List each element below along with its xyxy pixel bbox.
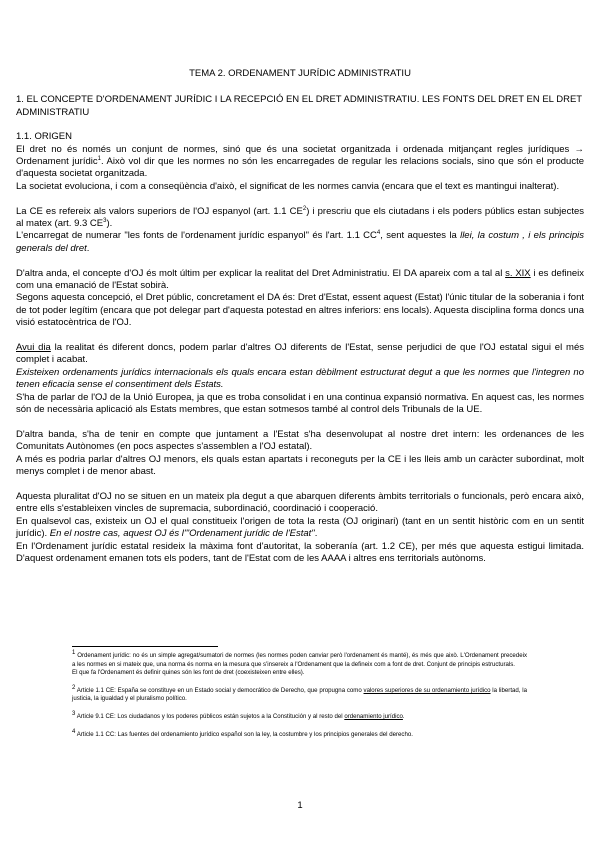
- paragraph-1: El dret no és només un conjunt de normes, sinó que és una societat organitzada i ordenada mitjançant regles jurídiques → Ordenament jurídic$^1$. Això vol dir que les normes no són les encarregades de regular les relacions socials, sino que són el producte d'aquesta societat organitzada.: [16, 143, 584, 180]
- footnote-ref-1[interactable]: 1: [97, 155, 101, 162]
- paragraph-14: En l'Ordenament jurídic estatal resideix la màxima font d'autoritat, la soberanía (art. 1.2 CE), per més que aquesta estigui limitada. D'aquest ordenament emanen tots els poders, tant de l'Estat com de les AAAA i altres ens territorials autònoms.: [16, 540, 584, 564]
- footnote-2: $^2$ Article 1.1 CE: España se constituye en un Estado social y democrático de Derecho, que propugna como valores superiores de su ordenamiento jurídico la libertad, la justicia, la igualdad y el pluralismo político.: [72, 684, 527, 703]
- paragraph-2: La societat evoluciona, i com a conseqüència d'això, el significat de les normes canvia (encara que el text es mantingui inalterat).: [16, 180, 560, 192]
- paragraph-12: Aquesta pluralitat d'OJ no se situen en un mateix pla degut a que abarquen diferents àmbits territorials o funcionals, però encara això, entre ells s'estableixen vincles de supremacia, subordinació, coordinació i cooperació.: [16, 490, 584, 515]
- section-heading: 1. EL CONCEPTE D'ORDENAMENT JURÍDIC I LA RECEPCIÓ EN EL DRET ADMINISTRATIU. LES FONTS DEL DRET EN EL DRET ADMINISTRATIU: [16, 94, 582, 118]
- document-title: TEMA 2. ORDENAMENT JURÍDIC ADMINISTRATIU: [189, 68, 411, 79]
- paragraph-7: Avui dia la realitat és diferent doncs, podem parlar d'altres OJ diferents de l'Estat, sense perjudici de que l'OJ estatal sigui el més complet i acabat.: [16, 342, 584, 366]
- paragraph-9: S'ha de parlar de l'OJ de la Unió Europea, ja que es troba consolidat i en una continua expansió normativa. En aquest cas, les normes són de necessària aplicació als Estats membres, que estan sotmesos també al control dels Tribunals de la UE.: [16, 391, 584, 416]
- footnote-ref-3[interactable]: 3: [103, 217, 107, 224]
- paragraph-13: En qualsevol cas, existeix un OJ el qual constitueix l'origen de tota la resta (OJ originari) (tant en un sentit històric com en un sentit jurídic). En el nostre cas, aquest OJ és l'"Ordenament jurídic de l'Estat".: [16, 515, 584, 540]
- page-number: 1: [297, 800, 303, 811]
- footnote-separator: [72, 646, 218, 647]
- paragraph-11: A més es podria parlar d'altres OJ menors, els quals estan apartats i reconeguts per la CE i les lleis amb un caràcter subordinat, molt menys complet i de menor abast.: [16, 453, 584, 478]
- paragraph-5: D'altra anda, el concepte d'OJ és molt últim per explicar la realitat del Dret Administratiu. El DA apareix com a tal al s. XIX i es defineix com una emanació de l'Estat sobirà.: [16, 267, 585, 292]
- paragraph-8: Existeixen ordenaments jurídics internacionals els quals encara estan dèbilment estructurat degut a que les normes que l'integren no tenen eficacia sense el consentiment dels Estats.: [16, 366, 584, 391]
- footnote-4: $^4$ Article 1.1 CC: Las fuentes del ordenamiento jurídico español son la ley, la costumbre y los principios generales del derecho.: [72, 728, 413, 738]
- document-body: [16, 68, 584, 565]
- paragraph-10: D'altra banda, s'ha de tenir en compte que juntament a l'Estat s'ha desenvolupat al nostre dret intern: les ordenances de les Comunitats Autònomes (en pocs aspectes s'assemblen a l'OJ estatal).: [16, 428, 584, 453]
- footnote-3: $^3$ Article 9.1 CE: Los ciudadanos y los poderes públicos están sujetos a la Constitución y al resto del ordenamiento jurídico.: [72, 710, 405, 720]
- subsection-heading: 1.1. ORIGEN: [16, 131, 72, 143]
- footnotes: [72, 649, 527, 748]
- footnote-ref-4[interactable]: 4: [376, 230, 381, 237]
- paragraph-4: L'encarregat de numerar "les fonts de l'ordenament jurídic espanyol" és l'art. 1.1 $CC^4$, sent aquestes la llei, la costum , i els principis generals del dret.: [16, 230, 584, 254]
- paragraph-3: La CE es refereix als valors superiors de l'OJ espanyol (art. 1.1 $CE^2$) i prescriu que els ciutadans i els poders públics estan subjectes al matex (art. 9.3 $CE^3$).: [16, 205, 584, 230]
- footnote-1: $^1$ Ordenament jurídic: no és un simple agregat/sumatori de normes (les normes poden canviar però l'ordenament és manté), és més que això. L'Ordenament precedeix a les normes en si mateix que, una norma és norma en la mesura que s'insereix a l'Ordenament que la defineix com a font de dret. Conjunt de principis estructurals. El que fa l'Ordenament és definir quines són les font de dret (coexisteixen entre elles).: [72, 649, 527, 677]
- paragraph-6: Segons aquesta concepció, el Dret públic, concretament el DA és: Dret d'Estat, essent aquest (Estat) l'únic titular de la soberania i font de tot poder legítim (encara que pot delegar part d'aquesta potestad en altres inferiors: ens locals). Aquesta disciplina forma doncs una visió estatocèntrica de l'OJ.: [16, 292, 584, 329]
- footnote-ref-2[interactable]: 2: [302, 205, 307, 212]
